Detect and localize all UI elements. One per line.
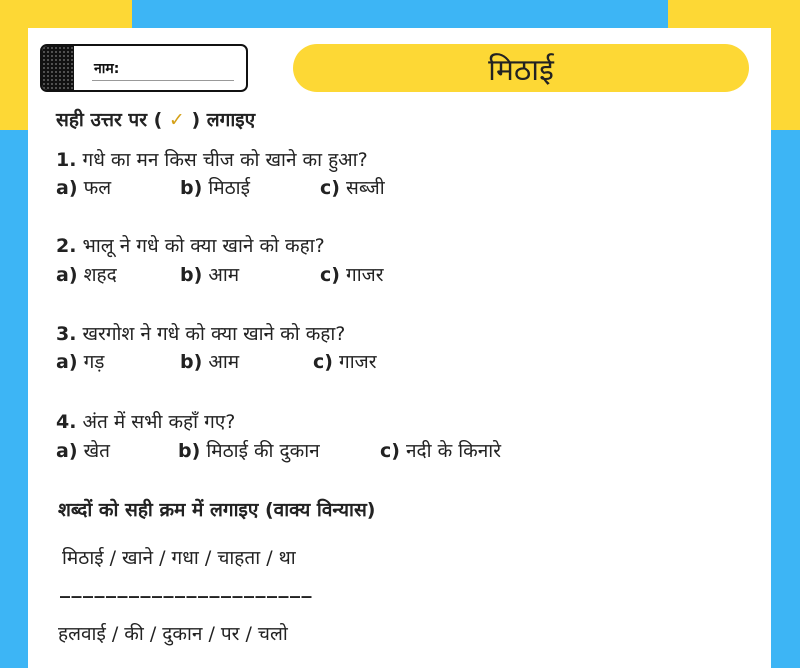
option-letter: a) <box>56 351 78 373</box>
name-box <box>40 44 248 92</box>
option-text: खेत <box>83 440 110 462</box>
option-letter: c) <box>320 177 340 199</box>
option-text: नदी के किनारे <box>406 440 501 462</box>
option-text: गाजर <box>339 351 377 373</box>
section-heading-order: शब्दों को सही क्रम में लगाइए (वाक्य विन्यास) <box>58 499 376 521</box>
option-1b[interactable] <box>180 174 250 200</box>
question-number: 2. <box>56 235 77 257</box>
question-4 <box>56 408 235 434</box>
option-text: सब्जी <box>346 177 385 199</box>
option-4c[interactable] <box>380 437 501 463</box>
option-letter: a) <box>56 177 78 199</box>
option-text: गड़ <box>83 351 105 373</box>
jumbled-sentence-1: मिठाई / खाने / गधा / चाहता / था <box>62 547 296 569</box>
option-1c[interactable] <box>320 174 385 200</box>
option-letter: b) <box>180 351 203 373</box>
question-text: खरगोश ने गधे को क्या खाने को कहा? <box>82 323 346 345</box>
option-letter: a) <box>56 440 78 462</box>
option-text: आम <box>208 351 240 373</box>
question-1 <box>56 146 368 172</box>
title-banner <box>293 44 749 92</box>
option-4a[interactable] <box>56 437 110 463</box>
question-text: भालू ने गधे को क्या खाने को कहा? <box>82 235 325 257</box>
worksheet <box>28 28 771 668</box>
option-text: फल <box>83 177 112 199</box>
checkmark-icon: ✓ <box>168 109 185 131</box>
jumbled-sentence-2: हलवाई / की / दुकान / पर / चलो <box>58 623 288 645</box>
option-letter: a) <box>56 264 78 286</box>
option-3b[interactable] <box>180 348 239 374</box>
question-number: 4. <box>56 411 77 433</box>
option-2a[interactable] <box>56 261 117 287</box>
option-3c[interactable] <box>313 348 377 374</box>
option-text: शहद <box>83 264 117 286</box>
section-heading-tick <box>56 106 255 132</box>
option-letter: c) <box>313 351 333 373</box>
option-letter: b) <box>180 177 203 199</box>
heading-text-after: ) लगाइए <box>191 109 256 131</box>
question-number: 3. <box>56 323 77 345</box>
option-1a[interactable] <box>56 174 111 200</box>
option-2c[interactable] <box>320 261 384 287</box>
option-letter: c) <box>380 440 400 462</box>
option-text: मिठाई <box>208 177 250 199</box>
option-2b[interactable] <box>180 261 239 287</box>
question-number: 1. <box>56 149 77 171</box>
question-text: अंत में सभी कहाँ गए? <box>82 411 236 433</box>
question-text: गधे का मन किस चीज को खाने का हुआ? <box>82 149 368 171</box>
option-text: मिठाई की दुकान <box>206 440 320 462</box>
page-title: मिठाई <box>488 52 554 88</box>
question-3 <box>56 320 345 346</box>
name-label: नाम: <box>94 61 120 77</box>
option-3a[interactable] <box>56 348 104 374</box>
heading-text-before: सही उत्तर पर ( <box>56 109 163 131</box>
option-letter: b) <box>178 440 201 462</box>
option-4b[interactable] <box>178 437 320 463</box>
question-2 <box>56 232 325 258</box>
option-text: आम <box>208 264 240 286</box>
option-letter: c) <box>320 264 340 286</box>
name-write-line[interactable] <box>92 80 234 81</box>
option-text: गाजर <box>346 264 384 286</box>
answer-line[interactable]: ______________________ <box>60 574 313 598</box>
name-box-strip <box>42 46 74 90</box>
option-letter: b) <box>180 264 203 286</box>
